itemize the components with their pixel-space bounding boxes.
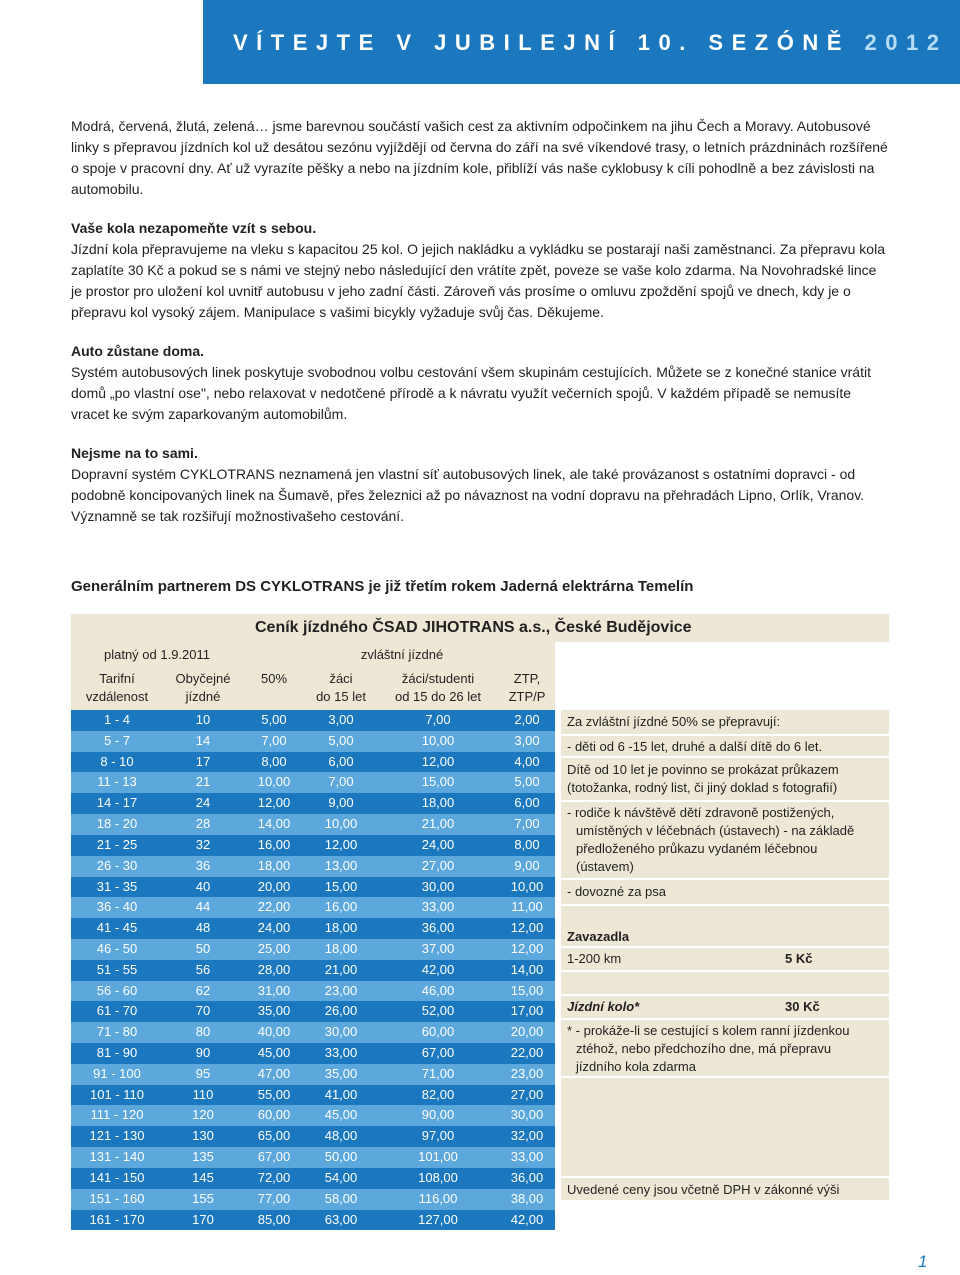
table-cell: 111 - 120 [90,1107,144,1123]
col-students-header: žáci/studenti od 15 do 26 let [394,671,482,704]
table-cell: 61 - 70 [96,1003,138,1019]
table-cell: 2,00 [514,712,540,727]
table-cell: 54,00 [324,1169,358,1185]
table-cell: 21 [195,774,211,790]
table-row [71,1147,555,1168]
table-cell: 120 [192,1107,214,1123]
table-cell: 5,00 [261,712,287,727]
table-cell: 56 - 60 [96,982,138,998]
table-cell: 55,00 [257,1086,291,1102]
notalone-heading: Nejsme na to sami. [71,445,198,461]
table-cell: 135 [192,1149,214,1165]
table-cell: 36 [195,857,211,873]
table-cell: 8,00 [261,753,287,769]
table-row [71,918,555,939]
table-cell: 33,00 [324,1045,358,1060]
table-cell: 116,00 [418,1190,458,1206]
bike-heading: Jízdní kolo* [567,999,640,1014]
table-cell: 10,00 [510,878,544,894]
table-cell: 35,00 [324,1065,358,1081]
table-cell: 161 - 170 [89,1211,145,1227]
table-cell: 16,00 [324,899,358,915]
table-row [71,1064,555,1085]
table-cell: 24,00 [421,836,455,852]
table-cell: 21,00 [421,816,455,832]
table-cell: 17 [195,753,211,769]
table-cell: 108,00 [418,1169,458,1185]
table-cell: 110 [192,1086,214,1102]
bike-note: * - prokáže-li se cestující s kolem ranní jízdenkou ztéhož, nebo předchozího dne, má přepravu jízdního kola zdarma [561,1020,889,1076]
table-cell: 121 - 130 [89,1128,145,1144]
table-row [71,814,555,835]
table-cell: 41,00 [324,1086,358,1102]
table-cell: 51 - 55 [96,961,138,977]
table-cell: 22,00 [257,899,291,915]
table-cell: 12,00 [421,753,455,769]
table-cell: 30,00 [324,1024,358,1040]
table-cell: 70 [195,1003,211,1019]
table-cell: 145 [192,1169,214,1185]
table-cell: 10,00 [421,732,455,748]
table-cell: 35,00 [257,1003,291,1019]
table-cell: 12,00 [510,920,544,936]
special-fare-label: zvláštní jízdné [360,647,444,662]
table-cell: 36,00 [421,920,455,936]
table-cell: 50 [195,940,211,956]
table-cell: 60,00 [421,1024,455,1040]
table-cell: 26,00 [324,1003,358,1019]
table-cell: 10,00 [324,816,358,832]
table-cell: 47,00 [257,1065,291,1081]
col-half-header: 50% [260,671,288,686]
table-cell: 32,00 [510,1128,544,1144]
table-cell: 28,00 [257,961,291,977]
table-row [71,1189,555,1210]
price-table-title: Ceník jízdného ČSAD JIHOTRANS a.s., České Budějovice [255,619,692,636]
table-cell: 33,00 [510,1149,544,1165]
table-cell: 14 [195,732,211,748]
table-cell: 16,00 [257,836,291,852]
table-cell: 12,00 [257,795,291,811]
col-distance-header: Tarifní vzdálenost [85,671,149,704]
table-cell: 21,00 [324,961,358,977]
table-cell: 63,00 [324,1211,358,1227]
table-cell: 67,00 [257,1149,291,1165]
table-cell: 36,00 [510,1169,544,1185]
table-cell: 101 - 110 [90,1086,144,1102]
table-cell: 62 [195,982,211,998]
table-cell: 45,00 [324,1107,358,1123]
bike-price: 30 Kč [785,999,820,1014]
side-children: - děti od 6 -15 let, druhé a další dítě do 6 let. [561,736,889,756]
table-row [71,731,555,752]
col-pupils-header: žáci do 15 let [316,671,366,704]
table-row [71,877,555,898]
table-cell: 81 - 90 [96,1045,138,1060]
table-cell: 127,00 [418,1211,458,1227]
luggage-range: 1-200 km [567,951,622,966]
page-title: VÍTEJTE V JUBILEJNÍ 10. SEZÓNĚ 2012 [233,30,948,55]
table-cell: 90,00 [421,1107,455,1123]
table-cell: 25,00 [257,940,291,956]
table-cell: 8 - 10 [100,753,134,769]
article-body [71,116,891,527]
table-cell: 130 [192,1128,214,1144]
table-row [71,1085,555,1106]
table-cell: 31,00 [257,982,291,998]
table-cell: 45,00 [257,1045,291,1060]
notalone-paragraph: Dopravní systém CYKLOTRANS neznamená jen vlastní síť autobusových linek, ale také provázanost s ostatními dopravci - od podobně koncipovaných linek na Šumavě, přes železnici až po návaznost na vodní dopravu na přehradách Lipno, Orlík, Vranov. Významně se tak rozšiřují možnostivašeho cestování. [71,466,865,524]
bikes-heading: Vaše kola nezapomeňte vzít s sebou. [71,220,317,236]
table-cell: 26 - 30 [96,857,138,873]
table-cell: 30,00 [421,878,455,894]
table-cell: 5,00 [328,732,354,748]
table-cell: 67,00 [421,1045,455,1060]
side-spacer-2 [561,972,889,994]
table-cell: 20,00 [257,878,291,894]
table-cell: 14 - 17 [96,795,138,811]
table-cell: 42,00 [510,1211,544,1227]
table-cell: 80 [195,1024,211,1040]
table-cell: 27,00 [421,857,455,873]
table-cell: 13,00 [324,857,358,873]
bikes-paragraph: Jízdní kola přepravujeme na vleku s kapacitou 25 kol. O jejich nakládku a vykládku se postarají naši zaměstnanci. Za přepravu kola zaplatíte 30 Kč a pokud se s námi ve stejný nebo následující den vrátíte zpět, poveze se vaše kolo zdarma. Na Novohradské lince je prostor pro uložení kol uvnitř autobusu v jeho zadní části. Zároveň vás prosíme o omluvu zpoždění spojů ve dnech, kdy je o přepravu kol vysoký zájem. Manipulace s vašimi bicykly vyžaduje svůj čas. Děkujeme. [71,241,885,320]
table-cell: 9,00 [328,795,354,811]
table-cell: 5 - 7 [103,732,130,748]
table-cell: 101,00 [418,1149,458,1165]
table-cell: 3,00 [328,712,354,727]
table-cell: 40 [195,878,211,894]
table-cell: 11 - 13 [97,774,137,790]
table-cell: 23,00 [324,982,358,998]
table-cell: 60,00 [257,1107,291,1123]
table-cell: 20,00 [510,1024,544,1040]
table-cell: 10,00 [257,774,291,790]
table-cell: 10 [195,712,211,727]
table-cell: 11,00 [511,899,543,915]
table-cell: 18,00 [421,795,455,811]
table-cell: 18,00 [324,940,358,956]
table-cell: 24,00 [257,920,291,936]
table-cell: 71,00 [421,1065,455,1081]
table-cell: 18,00 [324,920,358,936]
table-cell: 21 - 25 [96,836,138,852]
table-cell: 33,00 [421,899,455,915]
valid-from: platný od 1.9.2011 [103,647,210,662]
side-id-note: Dítě od 10 let je povinno se prokázat průkazem (totožanka, rodný list, či jiný doklad s fotografií) [561,758,889,800]
table-cell: 85,00 [257,1211,291,1227]
table-cell: 15,00 [421,774,455,790]
table-cell: 65,00 [257,1128,291,1144]
table-cell: 18,00 [257,857,291,873]
table-cell: 38,00 [510,1190,544,1206]
table-cell: 7,00 [261,732,287,748]
table-row [71,1001,555,1022]
table-cell: 131 - 140 [89,1149,145,1165]
table-row [71,897,555,918]
col-normal-header: Obyčejné jízdné [175,671,231,704]
table-cell: 36 - 40 [96,899,138,915]
table-cell: 77,00 [257,1190,291,1206]
table-cell: 48 [195,920,211,936]
table-cell: 58,00 [324,1190,358,1206]
table-row [71,981,555,1002]
table-cell: 17,00 [510,1003,544,1019]
table-cell: 23,00 [510,1065,544,1081]
car-paragraph: Systém autobusových linek poskytuje svobodnou volbu cestování všem skupinám cestujících. Můžete se z konečné stanice vrátit domů „po vlastní ose", nebo relaxovat v nedotčené přírodě a k návratu využít večerních spojů. V každém případě se nemusíte vracet ke svým zaparkovaným automobilům. [71,364,871,422]
table-row [71,960,555,981]
table-cell: 72,00 [257,1169,291,1185]
table-cell: 5,00 [514,774,540,790]
table-cell: 3,00 [514,732,540,748]
table-cell: 7,00 [425,712,451,727]
price-table [71,614,889,1242]
table-cell: 27,00 [510,1086,544,1102]
header-banner [203,0,960,84]
table-cell: 50,00 [324,1149,358,1165]
side-intro: Za zvláštní jízdné 50% se přepravují: [561,710,889,734]
table-cell: 12,00 [510,940,544,956]
table-cell: 37,00 [421,940,455,956]
side-spacer-3 [561,1078,889,1176]
table-cell: 6,00 [514,795,540,811]
table-cell: 4,00 [514,753,540,769]
table-cell: 91 - 100 [93,1065,141,1081]
table-cell: 46 - 50 [96,940,138,956]
luggage-row [561,948,889,970]
table-cell: 141 - 150 [89,1169,145,1185]
table-row [71,939,555,960]
luggage-heading: Zavazadla [561,926,889,946]
table-header-gap [555,642,889,710]
table-row [71,856,555,877]
table-cell: 97,00 [421,1128,455,1144]
vat-note: Uvedené ceny jsou včetně DPH v zákonné výši [561,1178,889,1200]
table-cell: 8,00 [514,836,540,852]
table-cell: 151 - 160 [89,1190,145,1206]
table-row [71,1168,555,1189]
table-cell: 44 [195,899,211,915]
intro-paragraph: Modrá, červená, žlutá, zelená… jsme barevnou součástí vašich cest za aktivním odpočinkem na jihu Čech a Moravy. Autobusové linky s přepravou jízdních kol už desátou sezónu vyjíždějí od června do září na své víkendové trasy, o letních prázdninách rozšířené o spoje v pracovní dny. Ať už vyrazíte pěšky a nebo na jízdním kole, přiblíží vás naše cyklobusy k cíli pohodlně a bez závislosti na automobilu. [71,118,888,197]
table-cell: 22,00 [510,1045,544,1060]
table-cell: 56 [195,961,211,977]
table-cell: 14,00 [257,816,291,832]
table-cell: 9,00 [514,857,540,873]
side-parents: - rodiče k návštěvě dětí zdravoně postižených, umístěných v léčebnách (ústavech) - na základě předloženého průkazu vydaném léčebnou (ústavem) [561,802,889,878]
table-cell: 15,00 [324,878,358,894]
table-row [71,1043,555,1064]
table-cell: 46,00 [421,982,455,998]
table-cell: 48,00 [324,1128,358,1144]
table-cell: 30,00 [510,1107,544,1123]
table-cell: 170 [192,1211,214,1227]
table-row [71,752,555,773]
table-row [71,710,555,731]
table-row [71,772,555,793]
table-row [71,793,555,814]
table-cell: 155 [192,1190,214,1206]
price-rows [71,710,555,1230]
table-cell: 28 [195,816,211,832]
luggage-price: 5 Kč [785,951,813,966]
car-heading: Auto zůstane doma. [71,343,205,359]
table-cell: 40,00 [257,1024,291,1040]
table-cell: 24 [195,795,211,811]
table-cell: 18 - 20 [96,816,138,832]
page-number: 1 [918,1252,928,1271]
table-cell: 42,00 [421,961,455,977]
table-row [71,1210,555,1231]
bike-row [561,996,889,1018]
table-cell: 1 - 4 [103,712,130,727]
table-row [71,1022,555,1043]
table-row [71,835,555,856]
table-row [71,1105,555,1126]
season-year: 2012 [864,30,948,55]
table-cell: 12,00 [324,836,358,852]
table-cell: 32 [195,836,211,852]
table-cell: 95 [195,1065,211,1081]
side-spacer-1 [561,906,889,926]
table-cell: 71 - 80 [96,1024,138,1040]
table-row [71,1126,555,1147]
table-cell: 15,00 [510,982,544,998]
table-cell: 82,00 [421,1086,455,1102]
partner-heading: Generálním partnerem DS CYKLOTRANS je již třetím rokem Jaderná elektrárna Temelín [71,578,694,595]
table-cell: 41 - 45 [96,920,138,936]
table-cell: 7,00 [514,816,540,832]
table-cell: 14,00 [510,961,544,977]
table-cell: 6,00 [328,753,354,769]
col-ztp-header: ZTP, ZTP/P [508,671,546,704]
table-cell: 90 [195,1045,211,1060]
side-dog: - dovozné za psa [561,880,889,904]
table-cell: 7,00 [328,774,354,790]
table-cell: 52,00 [421,1003,455,1019]
table-cell: 31 - 35 [96,878,138,894]
